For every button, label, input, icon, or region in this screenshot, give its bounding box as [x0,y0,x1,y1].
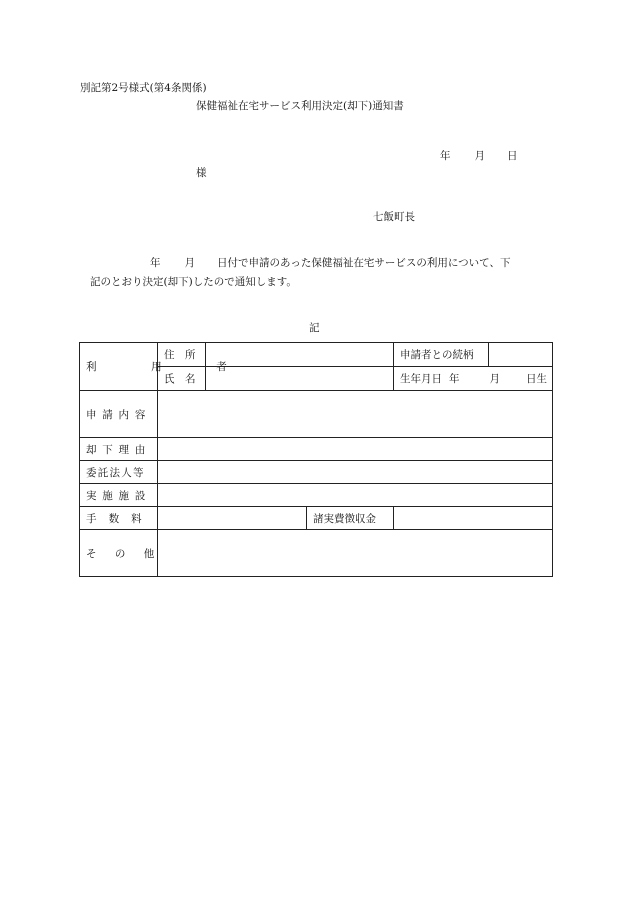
contractor-value[interactable] [158,461,553,484]
expense-label: 諸実費徴収金 [307,507,394,530]
issuer-name: 七飯町長 [373,211,415,223]
body-text-1: 日付で申請のあった保健福祉在宅サービスの利用について、下 [217,257,511,269]
date-month: 月 [474,150,485,162]
facility-label: 実施施設 [80,484,158,507]
other-label: その他 [80,530,158,577]
relation-cell [394,343,553,367]
form-number-label: 別記第2号様式(第4条関係) [80,82,207,94]
body-line-2: 記のとおり決定(却下)したので通知します。 [90,276,297,288]
address-label: 住 所 [158,343,206,367]
body-year: 年 [150,257,161,269]
birthdate-label: 生年月日 [400,373,443,385]
fee-label: 手数料 [80,507,158,530]
ki-heading: 記 [309,322,320,334]
content-value[interactable] [158,391,553,438]
name-label: 氏 名 [158,367,206,391]
relation-label: 申請者との続柄 [394,343,489,366]
contractor-label: 委託法人等 [80,461,158,484]
document-title: 保健福祉在宅サービス利用決定(却下)通知書 [196,100,404,112]
birth-day: 日生 [526,373,548,385]
other-value[interactable] [158,530,553,577]
addressee-honorific: 様 [196,167,207,179]
user-label: 利 用 者 [80,343,158,391]
facility-value[interactable] [158,484,553,507]
body-line-1 [150,255,510,270]
body-month: 月 [184,257,195,269]
birthdate-cell [394,367,553,391]
reject-reason-label: 却下理由 [80,438,158,461]
date-year: 年 [440,150,451,162]
content-label: 申請内容 [80,391,158,438]
issue-date [440,148,518,163]
birth-month: 月 [489,373,501,385]
date-day: 日 [507,150,518,162]
relation-value[interactable] [489,343,552,366]
fee-value[interactable] [158,507,307,530]
expense-value[interactable] [394,507,553,530]
birth-year: 年 [449,373,460,385]
notice-details-table [79,342,553,577]
reject-reason-value[interactable] [158,438,553,461]
